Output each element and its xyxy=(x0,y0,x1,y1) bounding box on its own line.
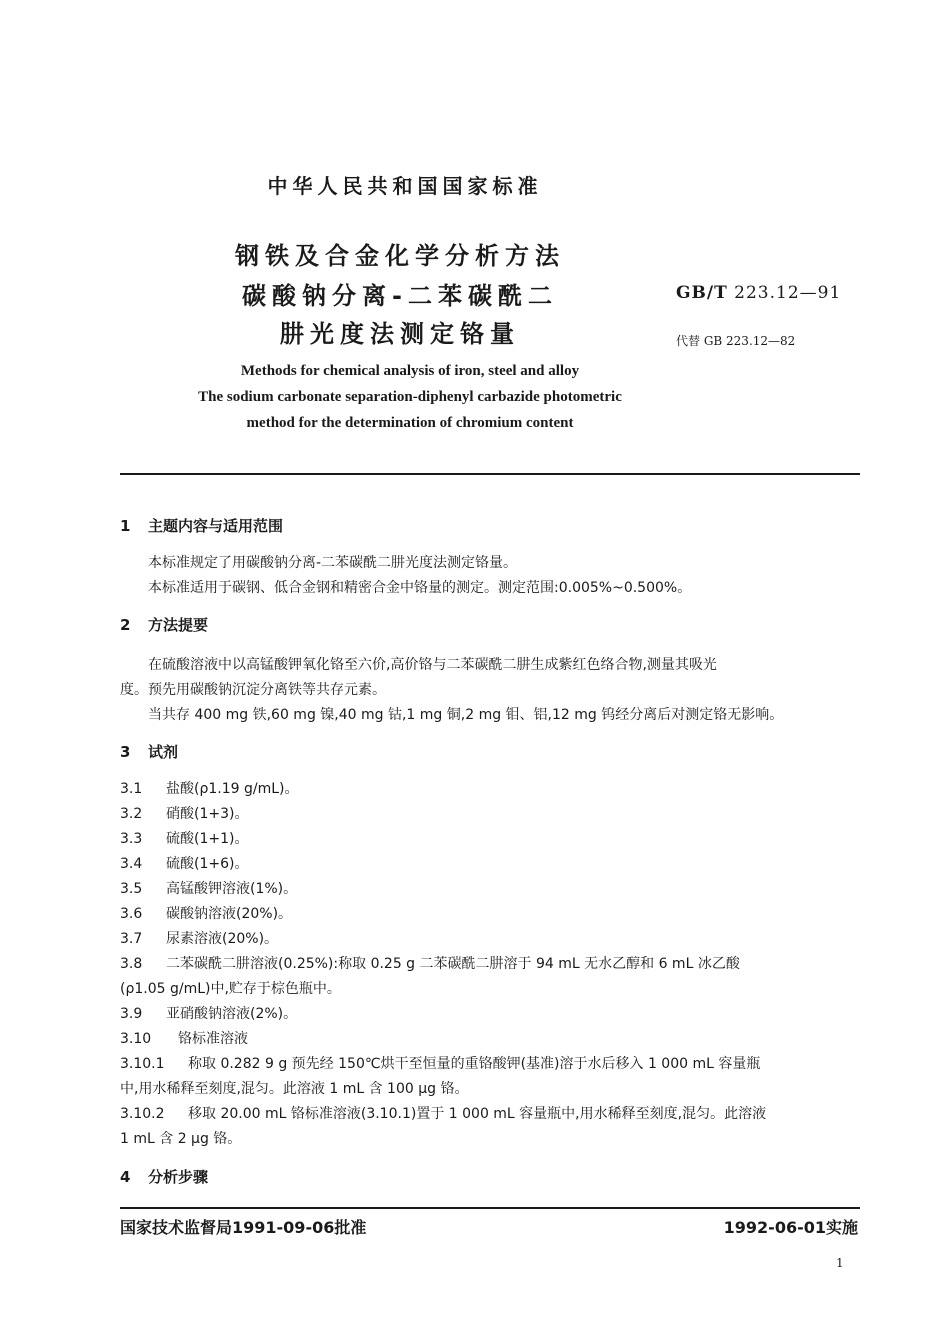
section-4-heading xyxy=(120,1166,208,1187)
reagent-item xyxy=(120,803,248,823)
title-line-3: 肼光度法测定铬量 xyxy=(280,320,520,348)
reagent-item xyxy=(120,1003,297,1023)
section-2-paragraph-2: 当共存 400 mg 铁,60 mg 镍,40 mg 钴,1 mg 铜,2 mg 钼、铝,12 mg 钨经分离后对测定铬无影响。 xyxy=(148,707,784,723)
section-2-heading xyxy=(120,614,208,635)
section-4-number: 4 xyxy=(120,1168,131,1186)
reagent-item-text: 高锰酸钾溶液(1%)。 xyxy=(166,881,298,897)
section-1-title: 主题内容与适用范围 xyxy=(148,517,284,535)
section-2-paragraph-1a: 在硫酸溶液中以高锰酸钾氧化铬至六价,高价铬与二苯碳酰二肼生成紫红色络合物,测量其吸光 xyxy=(148,657,717,673)
reagent-item xyxy=(120,853,248,873)
reagent-item-number: 3.6 xyxy=(120,906,143,922)
reagent-item-text: 盐酸(ρ1.19 g/mL)。 xyxy=(166,781,299,797)
english-title-line-1: Methods for chemical analysis of iron, steel and alloy xyxy=(240,363,580,379)
section-3-heading xyxy=(120,741,178,762)
section-3-title: 试剂 xyxy=(148,743,179,761)
section-2-title: 方法提要 xyxy=(148,616,209,634)
reagent-item-continuation: (ρ1.05 g/mL)中,贮存于棕色瓶中。 xyxy=(120,981,341,997)
reagent-item xyxy=(120,1053,760,1073)
reagent-item xyxy=(120,1028,248,1048)
reagent-item-text: 尿素溶液(20%)。 xyxy=(166,931,279,947)
english-title-line-3: method for the determination of chromium content xyxy=(246,415,574,431)
reagent-item-number: 3.3 xyxy=(120,831,143,847)
reagent-item-text: 碳酸钠溶液(20%)。 xyxy=(166,906,293,922)
footer-divider xyxy=(120,1207,860,1209)
standard-code-prefix: GB/T xyxy=(676,283,728,303)
reagent-item-text: 亚硝酸钠溶液(2%)。 xyxy=(166,1006,298,1022)
reagent-item-number: 3.7 xyxy=(120,931,143,947)
standard-code-number: 223.12—91 xyxy=(734,283,842,303)
reagent-item xyxy=(120,828,248,848)
reagent-item-text: 二苯碳酰二肼溶液(0.25%):称取 0.25 g 二苯碳酰二肼溶于 94 mL 无水乙醇和 6 mL 冰乙酸 xyxy=(166,956,740,972)
section-3-number: 3 xyxy=(120,743,131,761)
reagent-item-text: 移取 20.00 mL 铬标准溶液(3.10.1)置于 1 000 mL 容量瓶中,用水稀释至刻度,混匀。此溶液 xyxy=(188,1106,767,1122)
title-line-1: 钢铁及合金化学分析方法 xyxy=(235,242,565,270)
reagent-item-number: 3.8 xyxy=(120,956,143,972)
standard-code xyxy=(676,283,841,303)
effective-date: 1992-06-01实施 xyxy=(723,1218,858,1237)
national-standard-heading: 中华人民共和国国家标准 xyxy=(267,174,543,198)
reagent-item xyxy=(120,778,298,798)
reagent-item-text: 硫酸(1+1)。 xyxy=(166,831,249,847)
replaces-note: 代替 GB 223.12—82 xyxy=(676,334,796,348)
section-4-title: 分析步骤 xyxy=(148,1168,209,1186)
reagent-item-number: 3.10.1 xyxy=(120,1056,165,1072)
section-2-paragraph-1b: 度。预先用碳酸钠沉淀分离铁等共存元素。 xyxy=(120,682,386,698)
section-1-paragraph-2: 本标准适用于碳钢、低合金钢和精密合金中铬量的测定。测定范围:0.005%~0.500%。 xyxy=(148,580,692,596)
title-line-2: 碳酸钠分离-二苯碳酰二 xyxy=(242,282,558,310)
reagent-item-continuation: 中,用水稀释至刻度,混匀。此溶液 1 mL 含 100 μg 铬。 xyxy=(120,1081,469,1097)
reagent-item-continuation: 1 mL 含 2 μg 铬。 xyxy=(120,1131,242,1147)
section-1-heading xyxy=(120,515,283,536)
reagent-item-number: 3.10.2 xyxy=(120,1106,165,1122)
reagent-item xyxy=(120,903,292,923)
section-1-number: 1 xyxy=(120,517,131,535)
approval-date: 国家技术监督局1991-09-06批准 xyxy=(120,1218,367,1237)
reagent-item-text: 称取 0.282 9 g 预先经 150℃烘干至恒量的重铬酸钾(基准)溶于水后移入 1 000 mL 容量瓶 xyxy=(188,1056,761,1072)
reagent-item xyxy=(120,878,297,898)
reagent-item-number: 3.2 xyxy=(120,806,143,822)
reagent-item-number: 3.10 xyxy=(120,1031,152,1047)
reagent-item-number: 3.9 xyxy=(120,1006,143,1022)
reagent-item-number: 3.5 xyxy=(120,881,143,897)
reagent-item-number: 3.1 xyxy=(120,781,143,797)
section-1-paragraph-1: 本标准规定了用碳酸钠分离-二苯碳酰二肼光度法测定铬量。 xyxy=(148,555,518,571)
reagent-item xyxy=(120,953,740,973)
header-divider xyxy=(120,473,860,475)
section-2-number: 2 xyxy=(120,616,131,634)
reagent-item xyxy=(120,928,278,948)
english-title-line-2: The sodium carbonate separation-diphenyl carbazide photometric xyxy=(198,389,622,405)
page-number: 1 xyxy=(836,1256,844,1270)
reagent-item xyxy=(120,1103,766,1123)
reagent-item-number: 3.4 xyxy=(120,856,143,872)
reagent-item-text: 硫酸(1+6)。 xyxy=(166,856,249,872)
reagent-item-text: 铬标准溶液 xyxy=(178,1031,248,1047)
reagent-item-text: 硝酸(1+3)。 xyxy=(166,806,249,822)
